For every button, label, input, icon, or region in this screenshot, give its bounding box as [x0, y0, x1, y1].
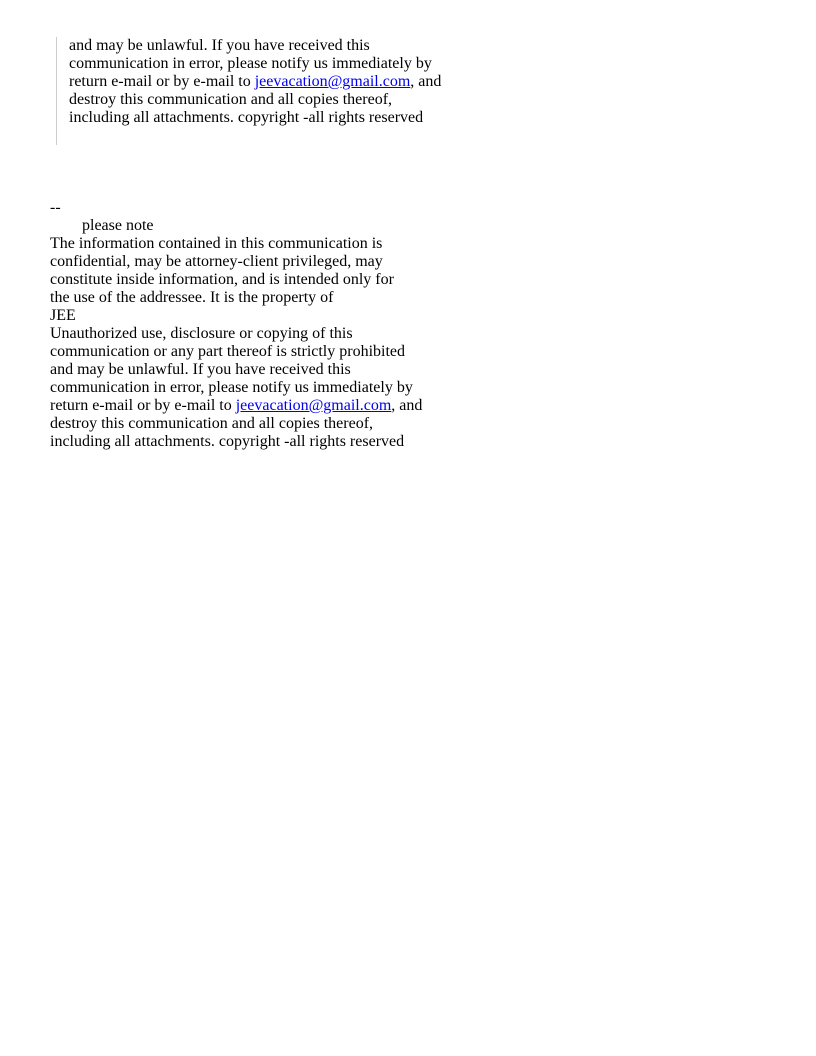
signature-email-link[interactable]: jeevacation@gmail.com	[235, 397, 392, 414]
quoted-email-link[interactable]: jeevacation@gmail.com	[254, 73, 411, 90]
signature-line-10-before: return e-mail or by e-mail to	[50, 397, 236, 414]
quoted-line-1: and may be unlawful. If you have received this	[69, 37, 370, 54]
signature-line-3: constitute inside information, and is intended only for	[50, 271, 394, 288]
signature-line-2: confidential, may be attorney-client privileged, may	[50, 253, 383, 270]
signature-line-1: The information contained in this communication is	[50, 235, 383, 252]
signature-line-11: destroy this communication and all copies thereof,	[50, 415, 374, 432]
quoted-line-3	[69, 73, 476, 91]
quoted-line-5: including all attachments. copyright -all rights reserved	[69, 109, 424, 126]
signature-line-6: Unauthorized use, disclosure or copying of this	[50, 325, 353, 342]
quoted-line-4: destroy this communication and all copies thereof,	[69, 91, 393, 108]
signature-line-10	[50, 397, 490, 415]
signature-line-12: including all attachments. copyright -all rights reserved	[50, 433, 405, 450]
please-note-label: please note	[82, 217, 154, 234]
signature-line-7: communication or any part thereof is strictly prohibited	[50, 343, 406, 360]
signature-disclaimer	[50, 199, 490, 451]
quoted-line-2: communication in error, please notify us immediately by	[69, 55, 432, 72]
quoted-line-3-after: , and	[410, 73, 442, 90]
signature-line-9: communication in error, please notify us immediately by	[50, 379, 413, 396]
signature-separator: --	[50, 199, 61, 216]
quoted-line-3-before: return e-mail or by e-mail to	[69, 73, 255, 90]
signature-line-10-after: , and	[391, 397, 423, 414]
quoted-disclaimer	[56, 37, 476, 145]
signature-line-8: and may be unlawful. If you have received this	[50, 361, 351, 378]
signature-line-4: the use of the addressee. It is the property of	[50, 289, 334, 306]
signature-line-5: JEE	[50, 307, 76, 324]
